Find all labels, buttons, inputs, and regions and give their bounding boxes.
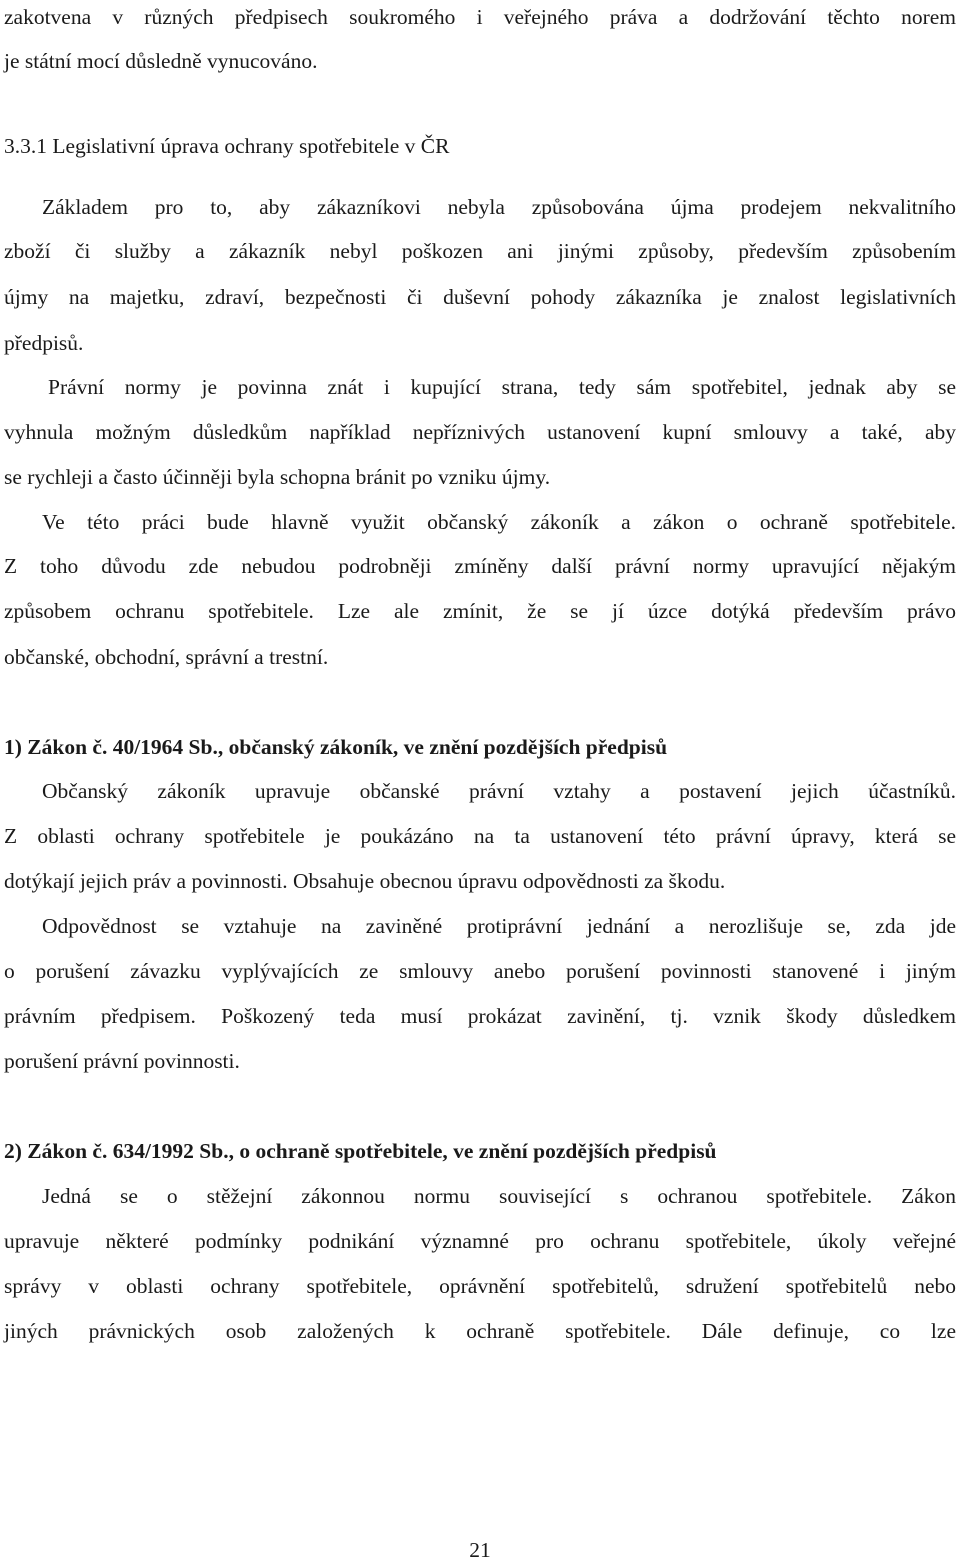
- law-heading: [4, 734, 667, 760]
- law-heading-title: 1) Zákon č. 40/1964 Sb.: [4, 735, 218, 759]
- text-line: Právní normy je povinna znát i kupující strana, tedy sám spotřebitel, jednak aby se: [48, 375, 956, 399]
- text-line: upravuje některé podmínky podnikání významné pro ochranu spotřebitele, úkoly veřejné: [4, 1229, 956, 1253]
- text-line: Odpovědnost se vztahuje na zaviněné protiprávní jednání a nerozlišuje se, zda jde: [42, 914, 956, 938]
- text-line: předpisů.: [4, 331, 84, 355]
- text-line: Základem pro to, aby zákazníkovi nebyla způsobována újma prodejem nekvalitního: [42, 195, 956, 219]
- page-number: 21: [469, 1538, 491, 1562]
- text-line: zakotvena v různých předpisech soukromého i veřejného práva a dodržování těchto norem: [4, 5, 956, 29]
- text-line: občanské, obchodní, správní a trestní.: [4, 645, 329, 669]
- text-line: zboží či služby a zákazník nebyl poškozen ani jinými způsoby, především způsobením: [4, 239, 956, 263]
- text-line: právním předpisem. Poškozený teda musí prokázat zavinění, tj. vznik škody důsledkem: [4, 1004, 956, 1028]
- text-line: Občanský zákoník upravuje občanské právní vztahy a postavení jejich účastníků.: [42, 779, 956, 803]
- text-line: újmy na majetku, zdraví, bezpečnosti či duševní pohody zákazníka je znalost legislativních: [4, 285, 956, 309]
- text-line: porušení právní povinnosti.: [4, 1049, 240, 1073]
- text-line: je státní mocí důsledně vynucováno.: [4, 49, 318, 73]
- text-line: Ve této práci bude hlavně využit občanský zákoník a zákon o ochraně spotřebitele.: [42, 510, 956, 534]
- law-heading: [4, 1138, 717, 1164]
- text-line: správy v oblasti ochrany spotřebitele, oprávnění spotřebitelů, sdružení spotřebitelů nebo: [4, 1274, 956, 1298]
- text-line: se rychleji a často účinněji byla schopna bránit po vzniku újmy.: [4, 465, 551, 489]
- text-line: Z toho důvodu zde nebudou podrobněji zmíněny další právní normy upravující nějakým: [4, 554, 956, 578]
- law-heading-rest: , občanský zákoník, ve znění pozdějších předpisů: [217, 735, 668, 759]
- text-line: jiných právnických osob založených k ochraně spotřebitele. Dále definuje, co lze: [4, 1319, 956, 1343]
- section-heading: 3.3.1 Legislativní úprava ochrany spotřebitele v ČR: [4, 134, 450, 158]
- text-line: o porušení závazku vyplývajících ze smlouvy anebo porušení povinnosti stanovené i jiným: [4, 959, 956, 983]
- text-line: Z oblasti ochrany spotřebitele je poukázáno na ta ustanovení této právní úpravy, která se: [4, 824, 956, 848]
- text-line: dotýkají jejich práv a povinnosti. Obsahuje obecnou úpravu odpovědnosti za škodu.: [4, 869, 726, 893]
- text-line: způsobem ochranu spotřebitele. Lze ale zmínit, že se jí úzce dotýká především právo: [4, 599, 956, 623]
- text-line: vyhnula možným důsledkům například nepříznivých ustanovení kupní smlouvy a také, aby: [4, 420, 956, 444]
- law-heading-rest: , o ochraně spotřebitele, ve znění pozdějších předpisů: [228, 1139, 717, 1163]
- text-line: Jedná se o stěžejní zákonnou normu související s ochranou spotřebitele. Zákon: [42, 1184, 956, 1208]
- law-heading-title: 2) Zákon č. 634/1992 Sb.: [4, 1139, 229, 1163]
